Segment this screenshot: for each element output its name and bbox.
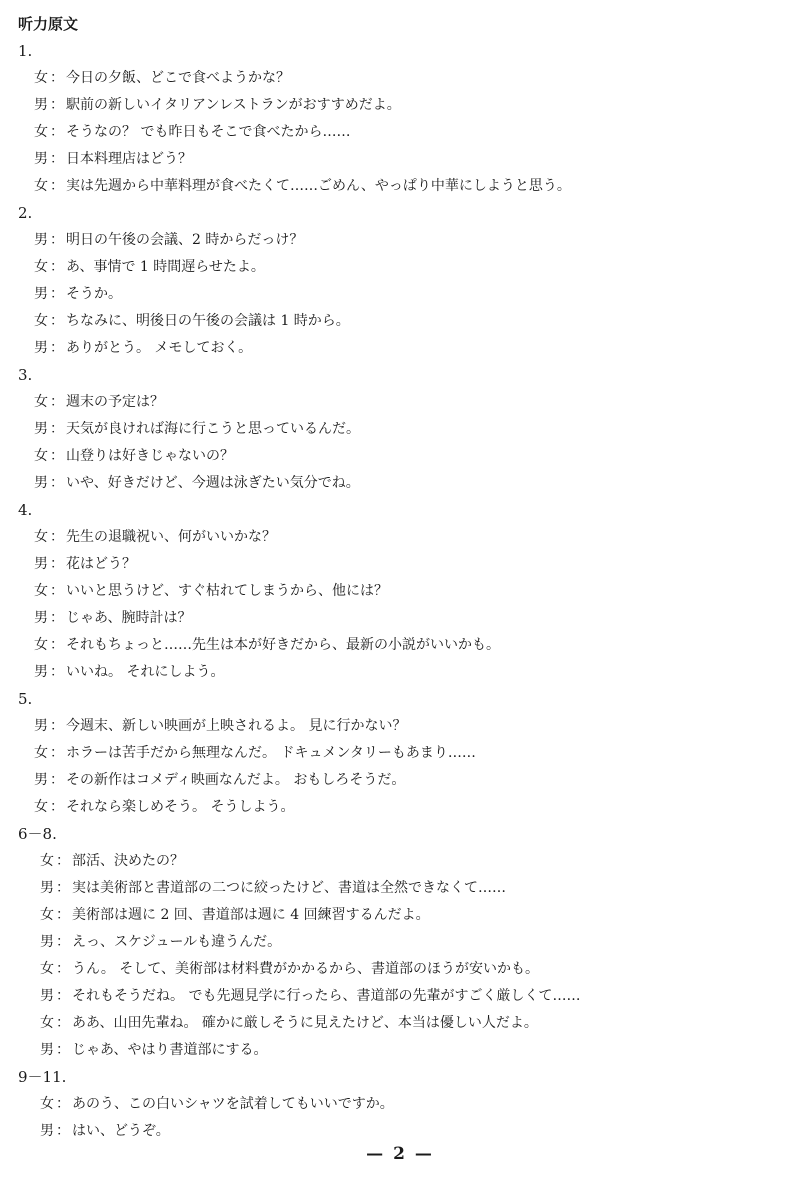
- speaker-separator: ：: [56, 1123, 70, 1139]
- utterance-text: 花はどう？: [66, 556, 136, 572]
- speaker-label: 男: [40, 1042, 54, 1058]
- speaker-label: 女: [40, 1015, 54, 1031]
- utterance-text: それもそうだね。 でも先週見学に行ったら、書道部の先輩がすごく厳しくて……: [72, 988, 581, 1004]
- speaker-separator: ：: [56, 934, 70, 950]
- utterance-text: その新作はコメディ映画なんだよ。 おもしろそうだ。: [66, 772, 406, 788]
- speaker-label: 女: [34, 259, 48, 275]
- speaker-separator: ：: [50, 448, 64, 464]
- speaker-label: 男: [34, 772, 48, 788]
- speaker-separator: ：: [56, 988, 70, 1004]
- dialogue-line: [0, 902, 800, 929]
- dialogue-line: [0, 524, 800, 551]
- speaker-label: 男: [34, 151, 48, 167]
- utterance-text: いや、好きだけど、今週は泳ぎたい気分でね。: [66, 475, 360, 491]
- speaker-label: 女: [34, 637, 48, 653]
- speaker-separator: ：: [50, 394, 64, 410]
- speaker-label: 女: [40, 907, 54, 923]
- speaker-separator: ：: [50, 421, 64, 437]
- dialogue-line: [0, 308, 800, 335]
- speaker-separator: ：: [50, 637, 64, 653]
- dialogue-line: [0, 227, 800, 254]
- utterance-text: 山登りは好きじゃないの？: [66, 448, 234, 464]
- question-number: 6－8.: [18, 825, 57, 843]
- dialogue-line: [0, 254, 800, 281]
- question-number: 5.: [18, 690, 33, 708]
- dialogue-line: [0, 929, 800, 956]
- dialogue-line: [0, 1091, 800, 1118]
- utterance-text: 部活、決めたの？: [72, 853, 184, 869]
- dialogue-line: [0, 416, 800, 443]
- question-number: 1.: [18, 42, 33, 60]
- page-title: 听力原文: [18, 15, 79, 33]
- speaker-label: 女: [34, 313, 48, 329]
- utterance-text: あ、事情で 1 時間遅らせたよ。: [66, 259, 265, 275]
- speaker-separator: ：: [56, 1015, 70, 1031]
- question-number: 9－11.: [18, 1068, 67, 1086]
- dialogue-line: [0, 848, 800, 875]
- speaker-label: 男: [34, 421, 48, 437]
- speaker-label: 男: [34, 475, 48, 491]
- speaker-separator: ：: [50, 286, 64, 302]
- speaker-label: 女: [34, 745, 48, 761]
- speaker-label: 男: [34, 340, 48, 356]
- dialogue-line: [0, 632, 800, 659]
- utterance-text: 天気が良ければ海に行こうと思っているんだ。: [66, 421, 360, 437]
- dialogue-line: [0, 659, 800, 686]
- speaker-separator: ：: [50, 232, 64, 248]
- utterance-text: 今週末、新しい映画が上映されるよ。 見に行かない？: [66, 718, 407, 734]
- speaker-separator: ：: [50, 772, 64, 788]
- speaker-separator: ：: [50, 475, 64, 491]
- speaker-separator: ：: [56, 1042, 70, 1058]
- question-number: 4.: [18, 501, 33, 519]
- dialogue-line: [0, 1118, 800, 1145]
- speaker-label: 男: [40, 1123, 54, 1139]
- speaker-separator: ：: [56, 1096, 70, 1112]
- dialogue-line: [0, 956, 800, 983]
- utterance-text: えっ、スケジュールも違うんだ。: [72, 934, 282, 950]
- speaker-label: 女: [40, 853, 54, 869]
- utterance-text: いいと思うけど、すぐ枯れてしまうから、他には？: [66, 583, 388, 599]
- speaker-label: 男: [40, 988, 54, 1004]
- speaker-label: 女: [40, 1096, 54, 1112]
- speaker-label: 男: [34, 232, 48, 248]
- dialogue-line: [0, 173, 800, 200]
- dialogue-line: [0, 281, 800, 308]
- speaker-separator: ：: [50, 583, 64, 599]
- dialogue-line: [0, 92, 800, 119]
- speaker-label: 女: [34, 583, 48, 599]
- utterance-text: 先生の退職祝い、何がいいかな？: [66, 529, 276, 545]
- speaker-separator: ：: [56, 961, 70, 977]
- utterance-text: そうか。: [66, 286, 122, 302]
- dialogue-line: [0, 713, 800, 740]
- utterance-text: 実は美術部と書道部の二つに絞ったけど、書道は全然できなくて……: [72, 880, 506, 896]
- utterance-text: 週末の予定は？: [66, 394, 164, 410]
- utterance-text: うん。 そして、美術部は材料費がかかるから、書道部のほうが安いかも。: [72, 961, 540, 977]
- speaker-separator: ：: [50, 610, 64, 626]
- speaker-separator: ：: [50, 97, 64, 113]
- dialogue-line: [0, 1010, 800, 1037]
- speaker-separator: ：: [50, 664, 64, 680]
- speaker-label: 女: [34, 70, 48, 86]
- speaker-separator: ：: [50, 259, 64, 275]
- utterance-text: 今日の夕飯、どこで食べようかな？: [66, 70, 290, 86]
- speaker-separator: ：: [50, 556, 64, 572]
- dialogue-line: [0, 119, 800, 146]
- utterance-text: ありがとう。 メモしておく。: [66, 340, 253, 356]
- speaker-label: 男: [34, 718, 48, 734]
- utterance-text: じゃあ、やはり書道部にする。: [72, 1042, 268, 1058]
- dialogue-line: [0, 794, 800, 821]
- dialogue-line: [0, 983, 800, 1010]
- dialogue-line: [0, 335, 800, 362]
- speaker-label: 女: [34, 529, 48, 545]
- speaker-separator: ：: [56, 853, 70, 869]
- speaker-separator: ：: [50, 151, 64, 167]
- dialogue-line: [0, 605, 800, 632]
- utterance-text: それもちょっと……先生は本が好きだから、最新の小説がいいかも。: [66, 637, 500, 653]
- utterance-text: あのう、この白いシャツを試着してもいいですか。: [72, 1096, 394, 1112]
- speaker-label: 女: [40, 961, 54, 977]
- speaker-label: 男: [34, 97, 48, 113]
- dialogue-line: [0, 875, 800, 902]
- speaker-label: 男: [34, 610, 48, 626]
- speaker-separator: ：: [50, 718, 64, 734]
- dialogue-line: [0, 578, 800, 605]
- utterance-text: じゃあ、腕時計は？: [66, 610, 192, 626]
- question-number: 2.: [18, 204, 33, 222]
- utterance-text: ホラーは苦手だから無理なんだ。 ドキュメンタリーもあまり……: [66, 745, 476, 761]
- speaker-label: 女: [34, 178, 48, 194]
- dialogue-line: [0, 146, 800, 173]
- speaker-label: 男: [34, 286, 48, 302]
- dialogue-line: [0, 443, 800, 470]
- utterance-text: そうなの？ でも昨日もそこで食べたから……: [66, 124, 351, 140]
- page-number: — 2 —: [366, 1144, 434, 1164]
- dialogue-line: [0, 1037, 800, 1064]
- speaker-separator: ：: [50, 799, 64, 815]
- speaker-separator: ：: [50, 529, 64, 545]
- utterance-text: 美術部は週に 2 回、書道部は週に 4 回練習するんだよ。: [72, 907, 430, 923]
- utterance-text: 実は先週から中華料理が食べたくて……ごめん、やっぱり中華にしようと思う。: [66, 178, 571, 194]
- speaker-separator: ：: [50, 178, 64, 194]
- speaker-separator: ：: [50, 745, 64, 761]
- utterance-text: いいね。 それにしよう。: [66, 664, 225, 680]
- dialogue-line: [0, 767, 800, 794]
- speaker-label: 男: [34, 664, 48, 680]
- speaker-label: 男: [40, 880, 54, 896]
- speaker-label: 女: [34, 394, 48, 410]
- dialogue-line: [0, 740, 800, 767]
- utterance-text: ああ、山田先輩ね。 確かに厳しそうに見えたけど、本当は優しい人だよ。: [72, 1015, 538, 1031]
- dialogue-line: [0, 551, 800, 578]
- utterance-text: ちなみに、明後日の午後の会議は 1 時から。: [66, 313, 350, 329]
- speaker-separator: ：: [50, 313, 64, 329]
- utterance-text: それなら楽しめそう。 そうしよう。: [66, 799, 295, 815]
- speaker-label: 男: [34, 556, 48, 572]
- speaker-separator: ：: [56, 880, 70, 896]
- speaker-label: 女: [34, 124, 48, 140]
- speaker-separator: ：: [50, 70, 64, 86]
- utterance-text: 日本料理店はどう？: [66, 151, 192, 167]
- dialogue-line: [0, 389, 800, 416]
- utterance-text: 明日の午後の会議、2 時からだっけ？: [66, 232, 304, 248]
- speaker-separator: ：: [50, 124, 64, 140]
- speaker-label: 女: [34, 448, 48, 464]
- dialogue-line: [0, 65, 800, 92]
- utterance-text: はい、どうぞ。: [72, 1123, 170, 1139]
- transcript-body: [0, 38, 800, 1145]
- speaker-label: 男: [40, 934, 54, 950]
- speaker-separator: ：: [56, 907, 70, 923]
- dialogue-line: [0, 470, 800, 497]
- speaker-label: 女: [34, 799, 48, 815]
- speaker-separator: ：: [50, 340, 64, 356]
- utterance-text: 駅前の新しいイタリアンレストランがおすすめだよ。: [66, 97, 401, 113]
- question-number: 3.: [18, 366, 33, 384]
